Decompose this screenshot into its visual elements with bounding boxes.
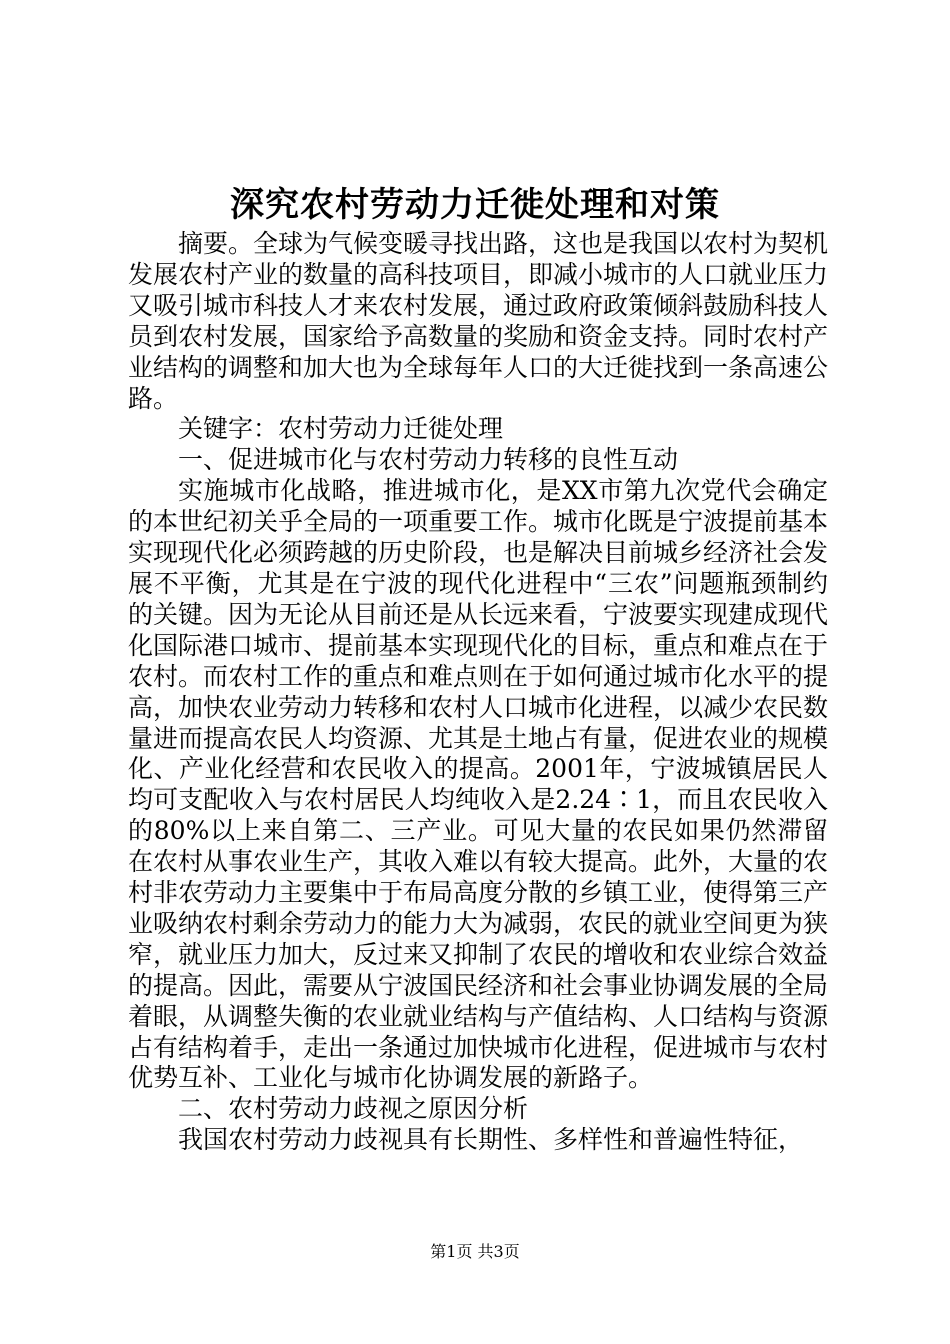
section-heading-2: 二、农村劳动力歧视之原因分析 [178,1094,529,1124]
document-title: 深究农村劳动力迁徙处理和对策 [230,185,720,225]
body-paragraph: 我国农村劳动力歧视具有长期性、多样性和普遍性特征， [178,1125,804,1155]
keywords-paragraph: 关键字：农村劳动力迁徙处理 [178,414,504,444]
abstract-paragraph: 摘要。全球为气候变暖寻找出路，这也是我国以农村为契机发展农村产业的数量的高科技项目，即减小城市的人口就业压力又吸引城市科技人才来农村发展，通过政府政策倾斜鼓励科技人员到农村发展，国家给予高数量的奖励和资金支持。同时农村产业结构的调整和加大也为全球每年人口的大迁徙找到一条高速公路。 [128,229,829,413]
body-paragraph: 实施城市化战略，推进城市化，是XX市第九次党代会确定的本世纪初关乎全局的一项重要工作。城市化既是宁波提前基本实现现代化必须跨越的历史阶段，也是解决目前城乡经济社会发展不平衡，尤其是在宁波的现代化进程中“三农”问题瓶颈制约的关键。因为无论从目前还是从长远来看，宁波要实现建成现代化国际港口城市、提前基本实现现代化的目标，重点和难点在于农村。而农村工作的重点和难点则在于如何通过城市化水平的提高，加快农业劳动力转移和农村人口城市化进程，以减少农民数量进而提高农民人均资源、尤其是土地占有量，促进农业的规模化、产业化经营和农民收入的提高。2001年，宁波城镇居民人均可支配收入与农村居民人均纯收入是2.24∶1，而且农民收入的80%以上来自第二、三产业。可见大量的农民如果仍然滞留在农村从事农业生产，其收入难以有较大提高。此外，大量的农村非农劳动力主要集中于布局高度分散的乡镇工业，使得第三产业吸纳农村剩余劳动力的能力大为减弱，农民的就业空间更为狭窄，就业压力加大，反过来又抑制了农民的增收和农业综合效益的提高。因此，需要从宁波国民经济和社会事业协调发展的全局着眼，从调整失衡的农业就业结构与产值结构、人口结构与资源占有结构着手，走出一条通过加快城市化进程，促进城市与农村优势互补、工业化与城市化协调发展的新路子。 [128,476,829,1093]
section-heading-1: 一、促进城市化与农村劳动力转移的良性互动 [178,445,679,475]
document-body [128,229,828,1156]
page-footer: 第1页 共3页 [430,1242,520,1261]
